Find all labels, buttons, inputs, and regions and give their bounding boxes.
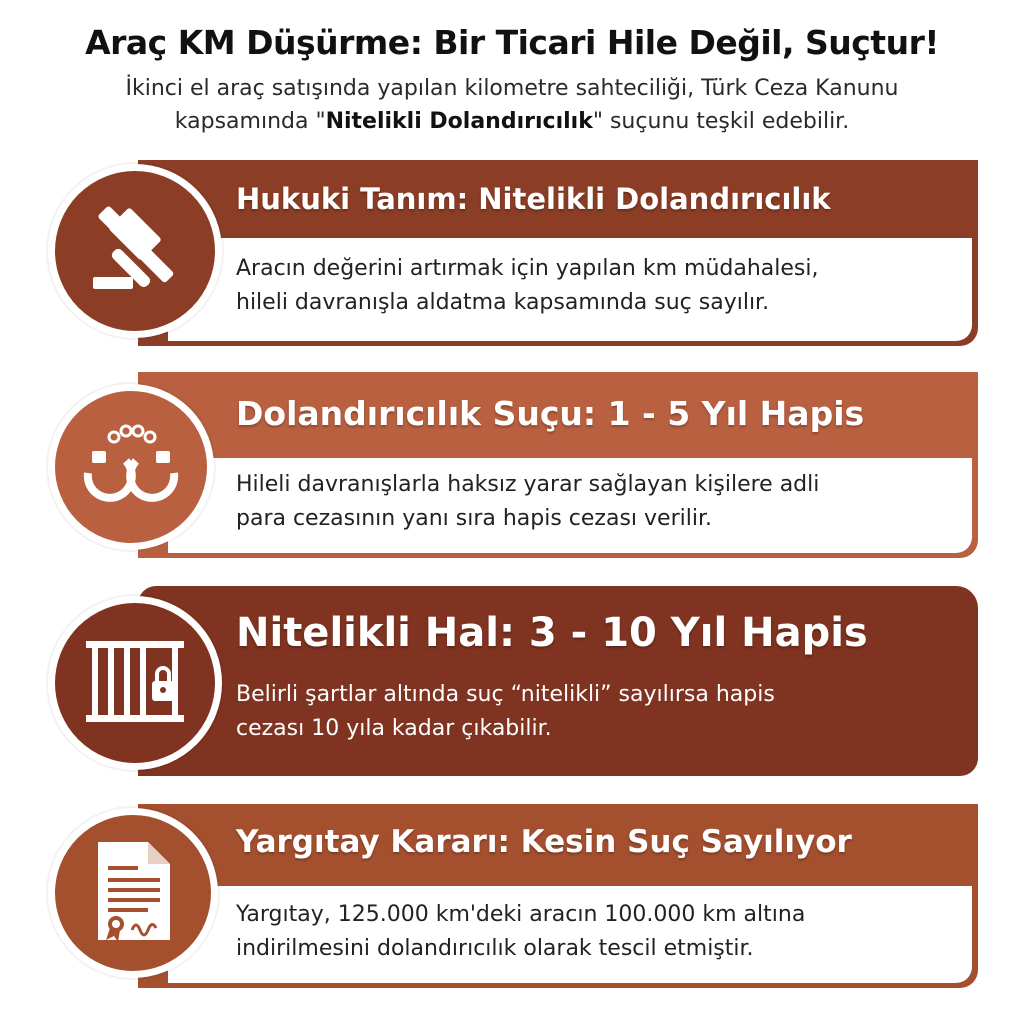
card-description	[236, 898, 805, 966]
gavel-icon	[85, 199, 185, 303]
prison-bars-icon	[80, 631, 190, 735]
card-icon-circle	[48, 808, 218, 978]
card-text-line-2: hileli davranışla aldatma kapsamında suç sayılır.	[236, 290, 770, 315]
card-title: Nitelikli Hal: 3 - 10 Yıl Hapis	[236, 610, 868, 656]
card-title: Yargıtay Kararı: Kesin Suç Sayılıyor	[236, 824, 852, 860]
card-description	[236, 678, 775, 746]
card-text-line-2: cezası 10 yıla kadar çıkabilir.	[236, 716, 552, 741]
card-text-line-2: para cezasının yanı sıra hapis cezası verilir.	[236, 506, 712, 531]
subtitle-bold: Nitelikli Dolandırıcılık	[325, 109, 593, 134]
card-supreme-court	[48, 804, 978, 988]
page-subtitle	[0, 72, 1024, 138]
card-icon-circle	[48, 384, 214, 550]
subtitle-post: " suçunu teşkil edebilir.	[592, 109, 850, 134]
card-title: Hukuki Tanım: Nitelikli Dolandırıcılık	[236, 182, 831, 216]
subtitle-line-2	[0, 105, 1024, 138]
handcuffs-icon	[76, 415, 186, 519]
card-qualified-case	[48, 586, 978, 776]
card-text-line-1: Belirli şartlar altında suç “nitelikli” sayılırsa hapis	[236, 682, 775, 707]
subtitle-line-1: İkinci el araç satışında yapılan kilometre sahteciliği, Türk Ceza Kanunu	[125, 76, 899, 101]
subtitle-pre: kapsamında "	[174, 109, 326, 134]
card-description	[236, 252, 818, 320]
header	[0, 18, 1024, 138]
card-icon-circle	[48, 164, 222, 338]
card-description	[236, 468, 819, 536]
card-title: Dolandırıcılık Suçu: 1 - 5 Yıl Hapis	[236, 394, 865, 433]
card-legal-definition	[48, 160, 978, 346]
page-title: Araç KM Düşürme: Bir Ticari Hile Değil, Suçtur!	[85, 23, 939, 62]
card-fraud-crime	[48, 372, 978, 558]
card-text-line-1: Yargıtay, 125.000 km'deki aracın 100.000 km altına	[236, 902, 806, 927]
document-seal-icon	[88, 836, 178, 950]
card-icon-circle	[48, 596, 222, 770]
card-text-line-1: Aracın değerini artırmak için yapılan km müdahalesi,	[236, 256, 819, 281]
card-text-line-2: indirilmesini dolandırıcılık olarak tescil etmiştir.	[236, 936, 754, 961]
card-text-line-1: Hileli davranışlarla haksız yarar sağlayan kişilere adli	[236, 472, 820, 497]
